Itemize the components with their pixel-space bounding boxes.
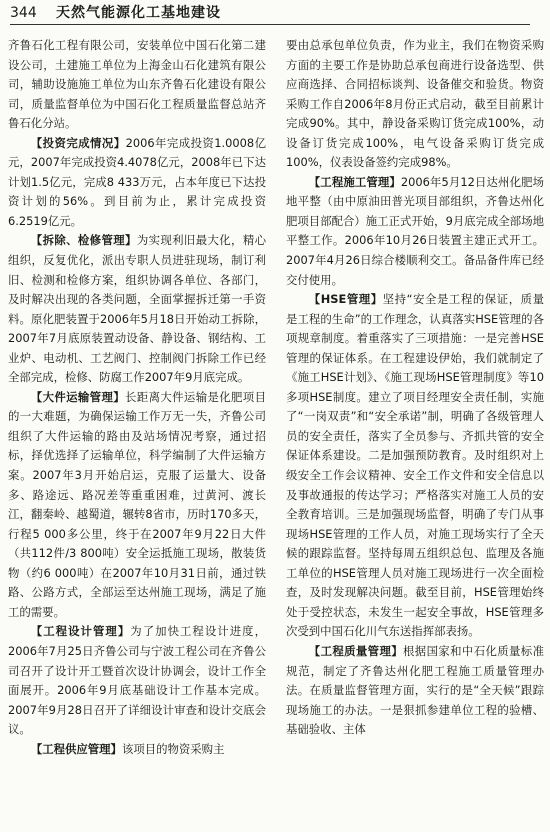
paragraph-text: 为了加快工程设计进度，2006年7月25日齐鲁公司与宁波工程公司在齐鲁公司召开了设计开工暨首次设计协调会，设计工作全面展开。2006年9月底基础设计工作基本完成。2007年9月28日召开了详细设计审查和设计交底会议。 (8, 624, 266, 737)
paragraph-text: 为实现利旧最大化，精心组织，反复优化，派出专职人员进驻现场，制订利旧、检测和检修方案，组织协调各单位、各部门，及时解决出现的各类问题，全面掌握拆迁第一手资料。原化肥装置于2006年5月18日开始动工拆除，2007年7月底原装置动设备、静设备、钢结构、工业炉、电动机、工艺阀门、控制阀门拆除工作已经全部完成，检修、防腐工作2007年9月底完成。 (8, 233, 266, 385)
paragraph (8, 134, 266, 232)
section-heading: 【工程供应管理】 (30, 741, 122, 756)
paragraph-text: 该项目的物资采购主 (121, 741, 225, 756)
right-column (286, 36, 544, 740)
paragraph (8, 388, 266, 623)
section-heading: 【大件运输管理】 (30, 389, 126, 404)
paragraph-text: 要由总承包单位负责，作为业主，我们在物资采购方面的主要工作是协助总承包商进行设备选型、供应商选择、合同招标谈判、设备催交和验货。物资采购工作自2006年8月份正式启动，截至目前累计完成90%。其中，静设备采购订货完成100%，动设备订货完成100%，电气设备采购订货完成100%，仪表设备签约完成98%。 (286, 38, 544, 170)
left-column (8, 36, 266, 759)
paragraph (286, 642, 544, 740)
paragraph-text: 坚持“安全是工程的保证，质量是工程的生命”的工作理念，认真落实HSE管理的各项规章制度。着重落实了三项措施：一是完善HSE管理的保证体系。在工程建设伊始，我们就制定了《施工HSE计划》、《施工现场HSE管理制度》等10多项HSE制度。建立了项目经理安全责任制，实施了“一岗双责”和“安全承诺”制，明确了各级管理人员的安全责任，落实了全员参与、齐抓共管的安全保证体系建设。二是加强预防教育。及时组织对上级安全工作会议精神、安全工作文件和安全信息以及事故通报的传达学习；严格落实对施工人员的安全教育培训。三是加强现场监督，明确了专门从事现场HSE管理的工作人员，对施工现场实行了全天候的跟踪监督。坚持每周五组织总包、监理及各施工单位的HSE管理人员对施工现场进行一次全面检查，及时发现解决问题。截至目前，HSE管理始终处于受控状态，未发生一起安全事故，HSE管理多次受到中国石化川气东送指挥部表扬。 (286, 292, 544, 639)
section-heading: 【投资完成情况】 (30, 135, 126, 150)
paragraph (8, 231, 266, 387)
page-header (10, 2, 530, 25)
section-heading: 【拆除、检修管理】 (30, 233, 137, 248)
paragraph-text: 2006年完成投资1.0008亿元，2007年完成投资4.4078亿元，2008年已下达计划1.5亿元，完成8 433万元，占本年度已下达投资计划的56%。到目前为止，累计完成投资6.2519亿元。 (8, 135, 266, 228)
section-heading: 【工程质量管理】 (308, 643, 404, 658)
paragraph (8, 740, 266, 760)
paragraph (8, 622, 266, 739)
section-heading: 【工程施工管理】 (308, 174, 401, 189)
paragraph (286, 290, 544, 642)
section-heading: 【工程设计管理】 (30, 624, 131, 639)
paragraph (286, 36, 544, 173)
running-title: 天然气能源化工基地建设 (56, 5, 221, 21)
page-number: 344 (10, 5, 37, 21)
paragraph-text: 2006年5月12日达州化肥场地平整（由中原油田普光项目部组织，齐鲁达州化肥项目部配合）施工正式开始，9月底完成全部场地平整工作。2006年10月26日装置主建正式开工。2007年4月26日综合楼顺利交工。备品备件库已经交付使用。 (286, 174, 544, 287)
section-heading: 【HSE管理】 (308, 292, 383, 307)
paragraph-text: 长距离大件运输是化肥项目的一大难题，为确保运输工作万无一失，齐鲁公司组织了大件运输的路由及站场情况考察，通过招标，择优选择了运输单位，科学编制了大件运输方案。2007年3月开始启运，克服了运量大、设备多、路途远、路况差等重重困难，过黄河、渡长江，翻秦岭、越蜀道，辗转8省市，历时170多天，行程5 000多公里，终于在2007年9月22日大件（共112件/3 800吨）安全运抵施工现场，散装货物（约6 000吨）在2007年10月31日前，通过铁路、公路方式，全部运至达州施工现场，满足了施工的需要。 (8, 389, 266, 619)
paragraph (286, 173, 544, 290)
paragraph-text: 齐鲁石化工程有限公司，安装单位中国石化第二建设公司，土建施工单位为上海金山石化建筑有限公司，辅助设施施工单位为山东齐鲁石化建设有限公司，质量监督单位为中国石化工程质量监督总站齐鲁石化分站。 (8, 38, 266, 131)
paragraph-text: 根据国家和中石化质量标准规范，制定了齐鲁达州化肥工程施工质量管理办法。在质量监督管理方面，实行的是“全天候”跟踪现场施工的办法。一是狠抓参建单位工程的验槽、基础验收、主体 (286, 643, 544, 737)
paragraph (8, 36, 266, 134)
